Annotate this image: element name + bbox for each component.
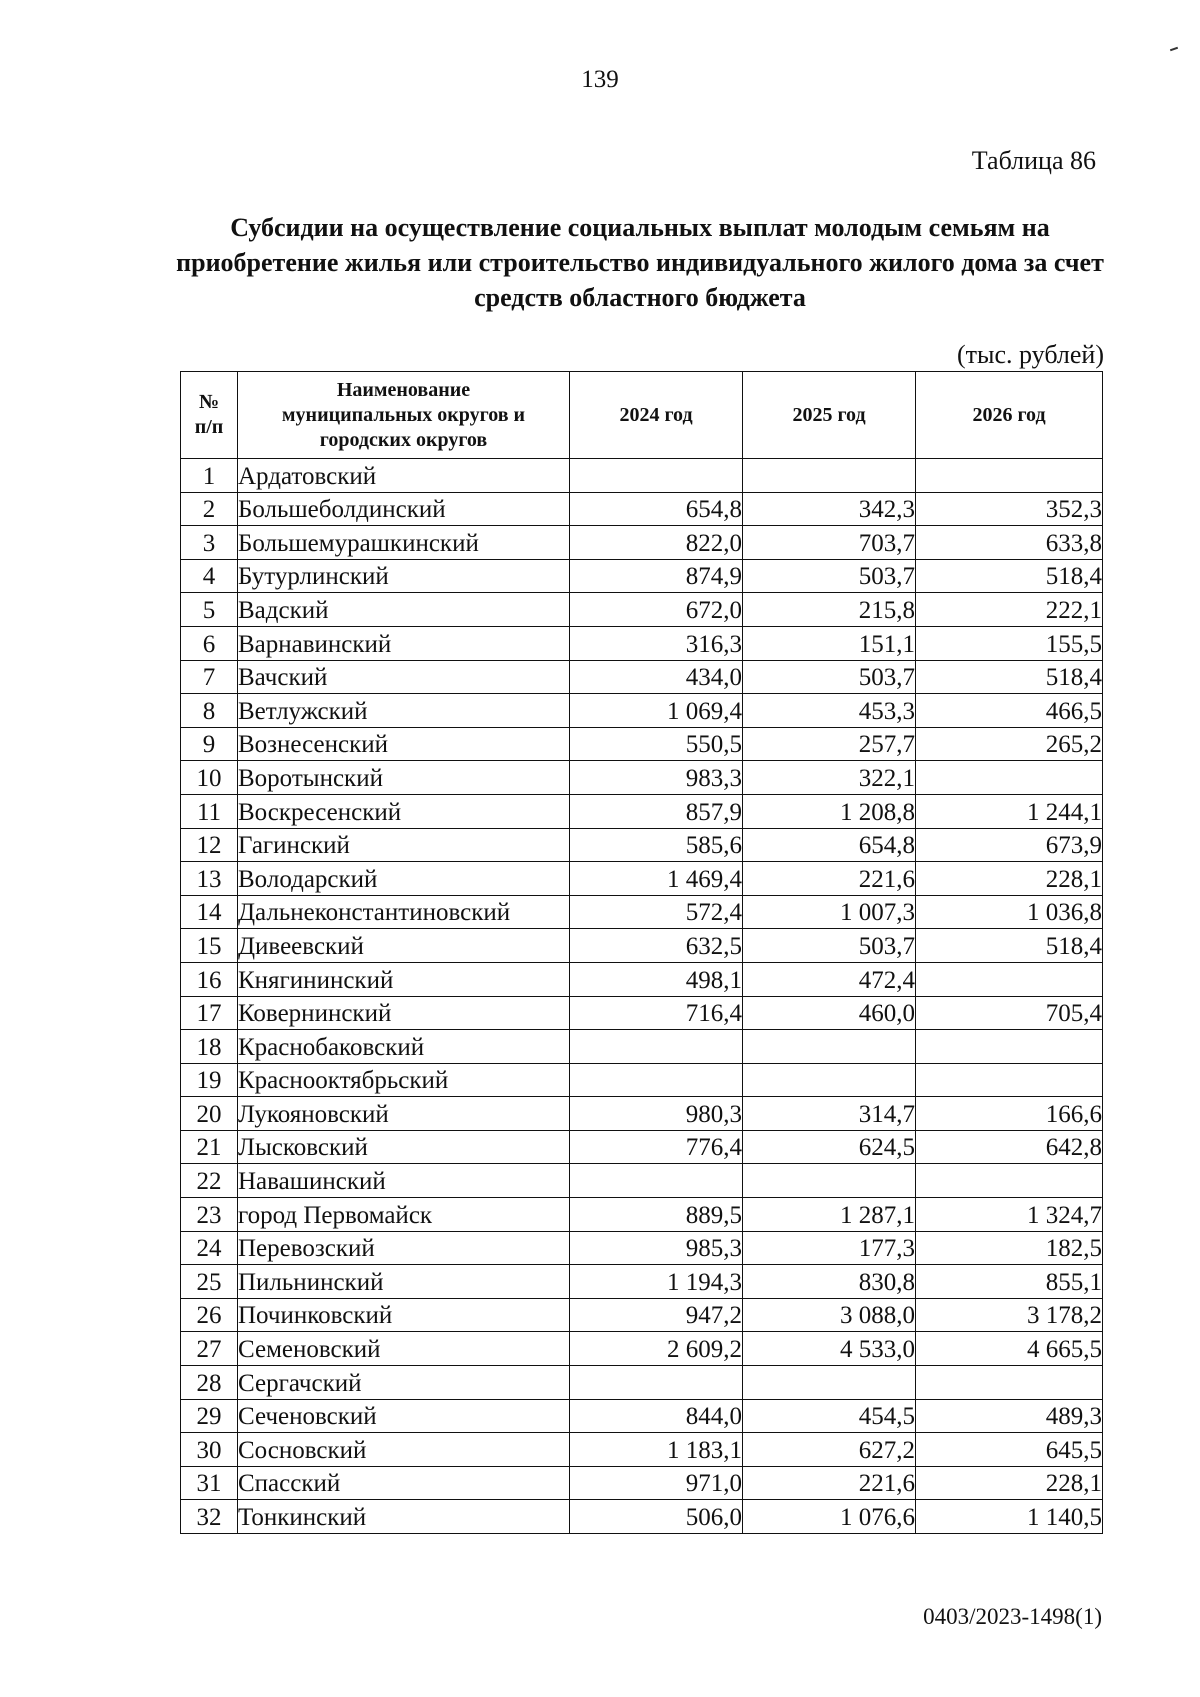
table-row	[181, 660, 1103, 694]
row-number: 7	[181, 660, 238, 694]
value-2025: 3 088,0	[743, 1298, 916, 1332]
value-2025: 454,5	[743, 1399, 916, 1433]
table-row	[181, 1433, 1103, 1467]
value-2026: 705,4	[916, 996, 1103, 1030]
value-2024: 947,2	[570, 1298, 743, 1332]
value-2025	[743, 1366, 916, 1400]
row-number: 14	[181, 895, 238, 929]
row-number: 15	[181, 929, 238, 963]
row-number: 18	[181, 1030, 238, 1064]
row-number: 25	[181, 1265, 238, 1299]
table-row	[181, 492, 1103, 526]
value-2025: 654,8	[743, 828, 916, 862]
value-2024: 844,0	[570, 1399, 743, 1433]
value-2024	[570, 1366, 743, 1400]
value-2024: 874,9	[570, 559, 743, 593]
district-name: Вознесенский	[238, 727, 570, 761]
value-2025: 4 533,0	[743, 1332, 916, 1366]
units-label: (тыс. рублей)	[956, 340, 1104, 369]
value-2026: 518,4	[916, 660, 1103, 694]
row-number: 6	[181, 626, 238, 660]
table-row	[181, 1231, 1103, 1265]
value-2025: 177,3	[743, 1231, 916, 1265]
table-row	[181, 1265, 1103, 1299]
value-2024: 1 069,4	[570, 694, 743, 728]
table-body	[181, 459, 1103, 1534]
row-number: 23	[181, 1198, 238, 1232]
row-number: 32	[181, 1500, 238, 1534]
district-name: Бутурлинский	[238, 559, 570, 593]
table-row	[181, 1298, 1103, 1332]
value-2026: 466,5	[916, 694, 1103, 728]
value-2025: 314,7	[743, 1097, 916, 1131]
value-2026: 1 140,5	[916, 1500, 1103, 1534]
value-2024: 716,4	[570, 996, 743, 1030]
value-2024: 316,3	[570, 626, 743, 660]
table-row	[181, 962, 1103, 996]
value-2024: 889,5	[570, 1198, 743, 1232]
value-2025: 627,2	[743, 1433, 916, 1467]
subsidy-table	[180, 371, 1103, 1534]
header-2024: 2024 год	[570, 372, 743, 459]
row-number: 12	[181, 828, 238, 862]
value-2024: 2 609,2	[570, 1332, 743, 1366]
table-row	[181, 1198, 1103, 1232]
header-name: Наименование муниципальных округов и городских округов	[238, 372, 570, 459]
page-number: 139	[581, 66, 619, 93]
header-2026: 2026 год	[916, 372, 1103, 459]
value-2025: 624,5	[743, 1130, 916, 1164]
value-2024: 822,0	[570, 526, 743, 560]
table-row	[181, 1500, 1103, 1534]
table-row	[181, 862, 1103, 896]
value-2024: 1 469,4	[570, 862, 743, 896]
value-2024: 572,4	[570, 895, 743, 929]
value-2025: 1 007,3	[743, 895, 916, 929]
district-name: Сергачский	[238, 1366, 570, 1400]
row-number: 16	[181, 962, 238, 996]
table-label: Таблица 86	[971, 146, 1096, 175]
header-2025: 2025 год	[743, 372, 916, 459]
value-2024: 434,0	[570, 660, 743, 694]
value-2025: 503,7	[743, 559, 916, 593]
district-name: Княгининский	[238, 962, 570, 996]
district-name: Починковский	[238, 1298, 570, 1332]
row-number: 22	[181, 1164, 238, 1198]
row-number: 27	[181, 1332, 238, 1366]
table-row	[181, 828, 1103, 862]
document-code: 0403/2023-1498(1)	[923, 1604, 1102, 1629]
row-number: 30	[181, 1433, 238, 1467]
district-name: Варнавинский	[238, 626, 570, 660]
value-2025: 703,7	[743, 526, 916, 560]
table-row	[181, 1063, 1103, 1097]
district-name: Дальнеконстантиновский	[238, 895, 570, 929]
value-2024: 498,1	[570, 962, 743, 996]
row-number: 1	[181, 459, 238, 493]
district-name: Спасский	[238, 1466, 570, 1500]
table-row	[181, 929, 1103, 963]
value-2024: 971,0	[570, 1466, 743, 1500]
value-2025: 257,7	[743, 727, 916, 761]
value-2026: 1 036,8	[916, 895, 1103, 929]
value-2025	[743, 1063, 916, 1097]
row-number: 17	[181, 996, 238, 1030]
table-row	[181, 1466, 1103, 1500]
table-row	[181, 761, 1103, 795]
district-name: Ардатовский	[238, 459, 570, 493]
district-name: Большемурашкинский	[238, 526, 570, 560]
row-number: 3	[181, 526, 238, 560]
district-name: Володарский	[238, 862, 570, 896]
value-2026: 222,1	[916, 593, 1103, 627]
table-row	[181, 1130, 1103, 1164]
table-row	[181, 1030, 1103, 1064]
district-name: Краснооктябрьский	[238, 1063, 570, 1097]
value-2026: 3 178,2	[916, 1298, 1103, 1332]
district-name: Гагинский	[238, 828, 570, 862]
district-name: Вачский	[238, 660, 570, 694]
value-2024: 776,4	[570, 1130, 743, 1164]
value-2025: 503,7	[743, 929, 916, 963]
table-header-row	[181, 372, 1103, 459]
row-number: 13	[181, 862, 238, 896]
row-number: 31	[181, 1466, 238, 1500]
row-number: 11	[181, 794, 238, 828]
district-name: Перевозский	[238, 1231, 570, 1265]
district-name: Пильнинский	[238, 1265, 570, 1299]
scan-speck	[1170, 47, 1178, 52]
value-2024: 983,3	[570, 761, 743, 795]
table-row	[181, 727, 1103, 761]
value-2026: 155,5	[916, 626, 1103, 660]
table-row	[181, 1366, 1103, 1400]
value-2024	[570, 1063, 743, 1097]
value-2025: 221,6	[743, 1466, 916, 1500]
value-2024: 585,6	[570, 828, 743, 862]
value-2026	[916, 1164, 1103, 1198]
value-2026: 4 665,5	[916, 1332, 1103, 1366]
district-name: Тонкинский	[238, 1500, 570, 1534]
value-2024: 632,5	[570, 929, 743, 963]
row-number: 10	[181, 761, 238, 795]
value-2026: 1 324,7	[916, 1198, 1103, 1232]
row-number: 19	[181, 1063, 238, 1097]
value-2025: 472,4	[743, 962, 916, 996]
value-2024: 550,5	[570, 727, 743, 761]
value-2025: 221,6	[743, 862, 916, 896]
value-2024: 985,3	[570, 1231, 743, 1265]
value-2025: 1 208,8	[743, 794, 916, 828]
row-number: 26	[181, 1298, 238, 1332]
value-2026: 1 244,1	[916, 794, 1103, 828]
value-2024	[570, 1030, 743, 1064]
value-2025: 830,8	[743, 1265, 916, 1299]
value-2025: 215,8	[743, 593, 916, 627]
table-row	[181, 1332, 1103, 1366]
row-number: 29	[181, 1399, 238, 1433]
value-2025	[743, 1164, 916, 1198]
table-row	[181, 1097, 1103, 1131]
value-2026: 228,1	[916, 862, 1103, 896]
value-2026: 673,9	[916, 828, 1103, 862]
value-2025: 453,3	[743, 694, 916, 728]
table-row	[181, 459, 1103, 493]
value-2026: 645,5	[916, 1433, 1103, 1467]
value-2026: 352,3	[916, 492, 1103, 526]
district-name: Лысковский	[238, 1130, 570, 1164]
table-row	[181, 1399, 1103, 1433]
value-2024: 857,9	[570, 794, 743, 828]
district-name: город Первомайск	[238, 1198, 570, 1232]
value-2024: 506,0	[570, 1500, 743, 1534]
value-2026: 228,1	[916, 1466, 1103, 1500]
district-name: Сеченовский	[238, 1399, 570, 1433]
row-number: 9	[181, 727, 238, 761]
value-2025: 1 287,1	[743, 1198, 916, 1232]
table-row	[181, 996, 1103, 1030]
district-name: Семеновский	[238, 1332, 570, 1366]
value-2024	[570, 1164, 743, 1198]
table-row	[181, 1164, 1103, 1198]
document-title: Субсидии на осуществление социальных выплат молодым семьям на приобретение жилья или строительство индивидуального жилого дома за счет средств областного бюджета	[176, 213, 1104, 312]
table-row	[181, 559, 1103, 593]
value-2026: 489,3	[916, 1399, 1103, 1433]
value-2025	[743, 1030, 916, 1064]
value-2024: 672,0	[570, 593, 743, 627]
value-2025: 151,1	[743, 626, 916, 660]
district-name: Ветлужский	[238, 694, 570, 728]
row-number: 5	[181, 593, 238, 627]
table-row	[181, 895, 1103, 929]
district-name: Сосновский	[238, 1433, 570, 1467]
district-name: Воскресенский	[238, 794, 570, 828]
header-number	[181, 372, 238, 459]
value-2026: 633,8	[916, 526, 1103, 560]
district-name: Дивеевский	[238, 929, 570, 963]
value-2024: 1 194,3	[570, 1265, 743, 1299]
value-2025	[743, 459, 916, 493]
row-number: 8	[181, 694, 238, 728]
table-row	[181, 626, 1103, 660]
value-2026	[916, 761, 1103, 795]
value-2026	[916, 1063, 1103, 1097]
header-number-symbol: №	[198, 391, 220, 413]
table-row	[181, 694, 1103, 728]
value-2024	[570, 459, 743, 493]
row-number: 20	[181, 1097, 238, 1131]
value-2026	[916, 1030, 1103, 1064]
value-2026	[916, 962, 1103, 996]
row-number: 4	[181, 559, 238, 593]
district-name: Воротынский	[238, 761, 570, 795]
value-2026	[916, 1366, 1103, 1400]
value-2026: 518,4	[916, 559, 1103, 593]
table-row	[181, 794, 1103, 828]
value-2025: 1 076,6	[743, 1500, 916, 1534]
value-2024: 1 183,1	[570, 1433, 743, 1467]
row-number: 2	[181, 492, 238, 526]
value-2026	[916, 459, 1103, 493]
value-2024: 980,3	[570, 1097, 743, 1131]
value-2026: 182,5	[916, 1231, 1103, 1265]
value-2025: 342,3	[743, 492, 916, 526]
value-2026: 855,1	[916, 1265, 1103, 1299]
row-number: 24	[181, 1231, 238, 1265]
header-number-abbr: п/п	[194, 416, 224, 438]
district-name: Навашинский	[238, 1164, 570, 1198]
table-row	[181, 593, 1103, 627]
value-2026: 642,8	[916, 1130, 1103, 1164]
value-2026: 518,4	[916, 929, 1103, 963]
table-row	[181, 526, 1103, 560]
district-name: Большеболдинский	[238, 492, 570, 526]
row-number: 21	[181, 1130, 238, 1164]
district-name: Вадский	[238, 593, 570, 627]
district-name: Лукояновский	[238, 1097, 570, 1131]
district-name: Ковернинский	[238, 996, 570, 1030]
value-2026: 265,2	[916, 727, 1103, 761]
value-2024: 654,8	[570, 492, 743, 526]
value-2025: 460,0	[743, 996, 916, 1030]
value-2025: 503,7	[743, 660, 916, 694]
row-number: 28	[181, 1366, 238, 1400]
district-name: Краснобаковский	[238, 1030, 570, 1064]
value-2025: 322,1	[743, 761, 916, 795]
value-2026: 166,6	[916, 1097, 1103, 1131]
